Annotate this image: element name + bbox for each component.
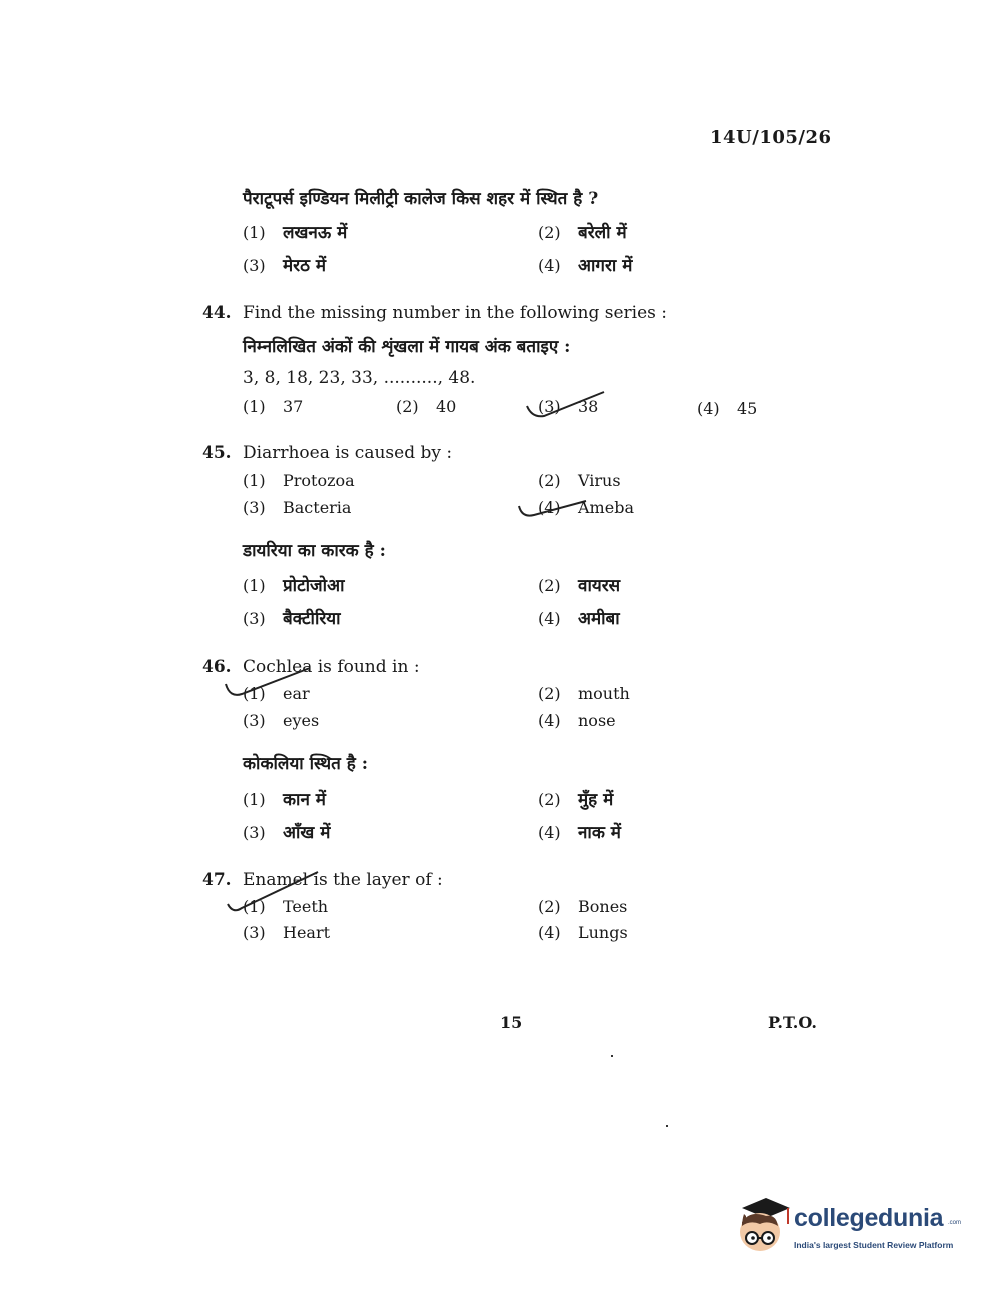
q47-number: 47. [202,870,232,890]
scan-speck [666,1125,668,1127]
q43-option-2: (2) बरेली में [538,223,627,243]
q45-hindi-text: डायरिया का कारक है : [243,541,386,561]
q46-hindi-text: कोकलिया स्थित है : [243,754,368,774]
q45-hindi-option-2: (2) वायरस [538,576,621,596]
paper-code: 14U/105/26 [710,127,832,148]
q46-option-3: (3) eyes [243,711,320,730]
q44-number: 44. [202,303,232,323]
q47-option-3: (3) Heart [243,923,331,942]
q45-hindi-option-4: (4) अमीबा [538,609,620,629]
q45-option-3: (3) Bacteria [243,498,352,517]
q46-answer-tick-mark [222,664,314,704]
q44-answer-tick-mark [524,388,608,424]
logo-wordmark: collegedunia [794,1204,944,1232]
q46-hindi-option-1: (1) कान में [243,790,326,810]
q43-option-4: (4) आगरा में [538,256,633,276]
q46-hindi-option-2: (2) मुँह में [538,790,614,810]
q47-option-2: (2) Bones [538,897,628,916]
q45-answer-tick-mark [516,496,590,522]
q44-option-2: (2) 40 [396,397,457,416]
q45-number: 45. [202,443,232,463]
q45-option-2: (2) Virus [538,471,621,490]
q46-option-2: (2) mouth [538,684,630,703]
q43-hindi-text: पैराटूपर्स इण्डियन मिलीट्री कालेज किस शहर में स्थित है ? [243,189,599,209]
q45-english-text: Diarrhoea is caused by : [243,443,453,463]
q46-option-1: (1) ear [243,684,310,703]
q47-option-1: (1) Teeth [243,897,329,916]
q44-english-text: Find the missing number in the following series : [243,303,668,323]
q43-option-3: (3) मेरठ में [243,256,327,276]
logo-tagline: India's largest Student Review Platform [794,1240,954,1250]
q46-option-4: (4) nose [538,711,616,730]
logo-domain: .com [948,1220,962,1226]
q46-hindi-option-4: (4) नाक में [538,823,621,843]
scan-speck [611,1055,613,1057]
q47-answer-tick-mark [224,868,320,916]
q45-option-1: (1) Protozoa [243,471,355,490]
q45-hindi-option-3: (3) बैक्टीरिया [243,609,341,629]
q45-hindi-option-1: (1) प्रोटोजोआ [243,576,345,596]
pto-label: P.T.O. [768,1013,817,1032]
q47-option-4: (4) Lungs [538,923,628,942]
collegedunia-logo [732,1196,962,1260]
q46-number: 46. [202,657,232,677]
q45-option-4: (4) Ameba [538,498,634,517]
q46-hindi-option-3: (3) आँख में [243,823,331,843]
q44-hindi-text: निम्नलिखित अंकों की शृंखला में गायब अंक बताइए : [243,337,571,357]
q46-english-text: Cochlea is found in : [243,657,420,677]
q44-option-4: (4) 45 [697,399,758,418]
q43-option-1: (1) लखनऊ में [243,223,348,243]
q44-option-3: (3) 38 [538,397,599,416]
q44-series: 3, 8, 18, 23, 33, .........., 48. [243,368,476,388]
q47-english-text: Enamel is the layer of : [243,870,443,890]
page-number: 15 [500,1013,523,1032]
q44-option-1: (1) 37 [243,397,304,416]
mascot-icon [732,1196,792,1260]
